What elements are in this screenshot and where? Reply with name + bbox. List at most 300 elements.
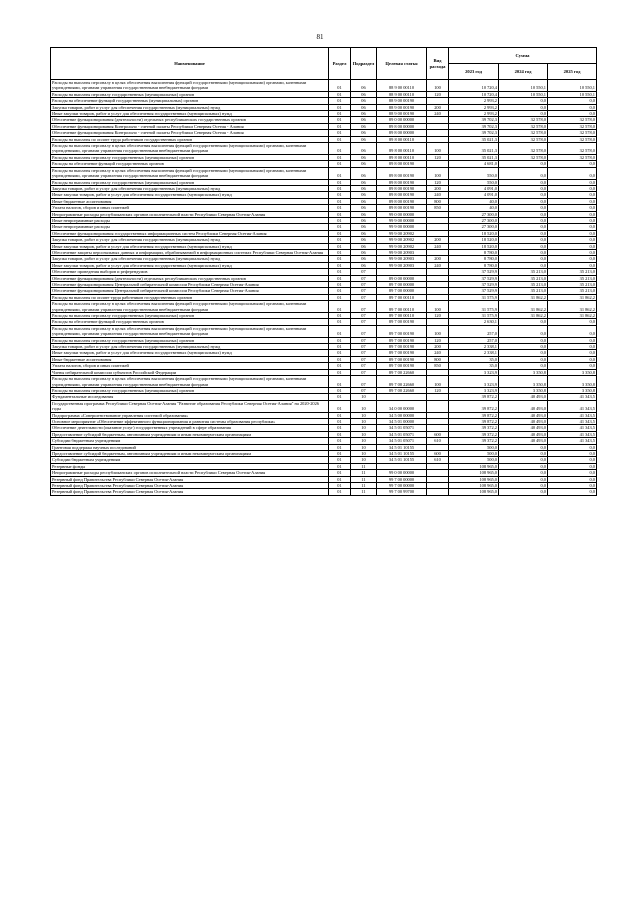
row-2024: 3 350,8 xyxy=(499,369,548,375)
row-target: 89 8 00 00190 xyxy=(377,185,427,191)
row-subsection: 06 xyxy=(351,167,377,179)
row-subsection: 06 xyxy=(351,205,377,211)
row-target: 89 8 00 00000 xyxy=(377,123,427,129)
row-section: 01 xyxy=(329,412,351,418)
row-section: 01 xyxy=(329,80,351,92)
row-2024: 0,0 xyxy=(499,111,548,117)
row-section: 01 xyxy=(329,337,351,343)
row-target: 89 7 00 00000 xyxy=(377,282,427,288)
row-name: Расходы на обеспечение функций государственных органов xyxy=(51,319,329,325)
row-name: Расходы на выплаты персоналу в целях обеспечения выполнения функций государственными (муниципальными) органами, казенными учреждениями, органами управления государственными внебюджетными фондами xyxy=(51,301,329,313)
row-section: 01 xyxy=(329,463,351,469)
row-section: 01 xyxy=(329,431,351,437)
row-name: Расходы на выплаты по оплате труда работников государственных органов xyxy=(51,136,329,142)
row-2024: 0,0 xyxy=(499,192,548,198)
row-2025: 10 550,1 xyxy=(548,80,597,92)
row-section: 01 xyxy=(329,161,351,167)
row-target: 99 9 00 20903 xyxy=(377,249,427,255)
row-expense-type: 120 xyxy=(427,179,449,185)
row-section: 01 xyxy=(329,211,351,217)
table-row xyxy=(51,80,597,92)
row-2025: 0,0 xyxy=(548,262,597,268)
page-number: 81 xyxy=(316,33,324,41)
row-2023: 108 965,0 xyxy=(449,483,499,489)
row-2025: 0,0 xyxy=(548,179,597,185)
row-2023: 500,0 xyxy=(449,444,499,450)
row-section: 01 xyxy=(329,111,351,117)
row-2024: 0,0 xyxy=(499,230,548,236)
row-2023: 40,0 xyxy=(449,198,499,204)
row-2024: 0,0 xyxy=(499,444,548,450)
row-2023: 10 720,4 xyxy=(449,80,499,92)
header-year-2025: 2025 год xyxy=(548,64,597,80)
row-2025: 0,0 xyxy=(548,205,597,211)
row-subsection: 06 xyxy=(351,230,377,236)
row-section: 01 xyxy=(329,130,351,136)
row-target: 89 7 00 00110 xyxy=(377,294,427,300)
row-2023: 27 300,0 xyxy=(449,224,499,230)
row-expense-type: 200 xyxy=(427,185,449,191)
row-target: 88 9 00 00110 xyxy=(377,91,427,97)
table-row xyxy=(51,400,597,412)
row-expense-type: 200 xyxy=(427,237,449,243)
row-2023: 8 780,0 xyxy=(449,249,499,255)
row-target: 88 9 00 00190 xyxy=(377,111,427,117)
row-section: 01 xyxy=(329,489,351,495)
row-section: 01 xyxy=(329,249,351,255)
row-section: 01 xyxy=(329,457,351,463)
row-target: 99 9 00 20902 xyxy=(377,237,427,243)
row-2025: 35 213,0 xyxy=(548,275,597,281)
row-2023: 108 965,0 xyxy=(449,476,499,482)
row-2023: 27 300,0 xyxy=(449,217,499,223)
row-name: Обеспечение функционирования Центральной избирательной комиссии Республики Северная Осетия-Алания xyxy=(51,288,329,294)
row-subsection: 06 xyxy=(351,91,377,97)
row-2023: 108 965,0 xyxy=(449,489,499,495)
row-2023: 40,0 xyxy=(449,205,499,211)
row-2024: 10 550,1 xyxy=(499,80,548,92)
row-2025: 0,0 xyxy=(548,444,597,450)
row-2025: 0,0 xyxy=(548,319,597,325)
row-subsection: 10 xyxy=(351,450,377,456)
row-2025: 0,0 xyxy=(548,185,597,191)
row-2023: 18 520,0 xyxy=(449,230,499,236)
row-2023: 35 021,3 xyxy=(449,143,499,155)
row-subsection: 11 xyxy=(351,489,377,495)
row-2025: 0,0 xyxy=(548,457,597,463)
row-target: 89 8 00 00000 xyxy=(377,130,427,136)
row-subsection: 11 xyxy=(351,470,377,476)
row-2024: 0,0 xyxy=(499,256,548,262)
row-name: Закупка товаров, работ и услуг для обеспечения государственных (муниципальных) нужд xyxy=(51,237,329,243)
row-name: Непрограммные расходы республиканских органов исполнительной власти Республики Северная Осетия-Алания xyxy=(51,211,329,217)
row-2024: 0,0 xyxy=(499,198,548,204)
row-2023: 257,0 xyxy=(449,337,499,343)
row-2025: 32 578,0 xyxy=(548,130,597,136)
budget-table xyxy=(50,47,597,496)
row-name: Расходы на выплаты персоналу в целях обеспечения выполнения функций государственными (муниципальными) органами, казенными учреждениями, органами управления государственными внебюджетными фондами xyxy=(51,325,329,337)
table-row xyxy=(51,489,597,495)
row-subsection: 07 xyxy=(351,275,377,281)
row-name: Расходы на выплаты по оплате труда работников государственных органов xyxy=(51,294,329,300)
row-2025: 0,0 xyxy=(548,325,597,337)
row-subsection: 07 xyxy=(351,313,377,319)
row-2025: 32 578,0 xyxy=(548,136,597,142)
row-2025: 0,0 xyxy=(548,237,597,243)
row-2023: 8 780,0 xyxy=(449,256,499,262)
row-2024: 40 493,0 xyxy=(499,400,548,412)
row-expense-type: 850 xyxy=(427,363,449,369)
row-2023: 39 372,2 xyxy=(449,431,499,437)
row-target: 89 8 00 00190 xyxy=(377,192,427,198)
row-2025: 0,0 xyxy=(548,363,597,369)
row-2025: 0,0 xyxy=(548,198,597,204)
row-subsection: 06 xyxy=(351,262,377,268)
row-name: Предоставление субсидий бюджетным, автономным учреждениям и иным некоммерческим организациям xyxy=(51,450,329,456)
row-subsection: 06 xyxy=(351,117,377,123)
row-name: Обеспечение функционирования (деятельности) отдельных республиканских государственных органов xyxy=(51,275,329,281)
row-name: Основное мероприятие «Обеспечение эффективного функционирования и развития системы образования республики» xyxy=(51,418,329,424)
row-2025: 0,0 xyxy=(548,489,597,495)
row-section: 01 xyxy=(329,438,351,444)
row-2025: 31 862,2 xyxy=(548,301,597,313)
row-name: Расходы на обеспечение функций государственных органов xyxy=(51,161,329,167)
row-2024: 0,0 xyxy=(499,161,548,167)
row-subsection: 06 xyxy=(351,154,377,160)
row-target: 89 8 00 00110 xyxy=(377,136,427,142)
header-sum: Сумма xyxy=(449,48,597,64)
row-section: 01 xyxy=(329,344,351,350)
row-name: Обеспечение функционирования Контрольно - счетной палаты Республики Северная Осетия - Алания xyxy=(51,130,329,136)
row-2023: 31 575,9 xyxy=(449,313,499,319)
header-year-2024: 2024 год xyxy=(499,64,548,80)
row-2023: 27 300,0 xyxy=(449,211,499,217)
row-2025: 0,0 xyxy=(548,350,597,356)
row-2025: 41 343,5 xyxy=(548,438,597,444)
row-subsection: 07 xyxy=(351,294,377,300)
row-2025: 32 578,0 xyxy=(548,117,597,123)
row-2023: 2 993,2 xyxy=(449,111,499,117)
row-name: Иные бюджетные ассигнования xyxy=(51,356,329,362)
row-expense-type: 120 xyxy=(427,313,449,319)
row-section: 01 xyxy=(329,269,351,275)
row-name: Иные непрограммные расходы xyxy=(51,217,329,223)
row-2025: 0,0 xyxy=(548,249,597,255)
row-name: Иные бюджетные ассигнования xyxy=(51,198,329,204)
row-2025: 32 578,0 xyxy=(548,143,597,155)
row-section: 01 xyxy=(329,262,351,268)
row-subsection: 10 xyxy=(351,418,377,424)
row-target: 89 7 00 22660 xyxy=(377,387,427,393)
row-expense-type xyxy=(427,400,449,412)
row-subsection: 06 xyxy=(351,161,377,167)
row-subsection: 06 xyxy=(351,136,377,142)
row-section: 01 xyxy=(329,282,351,288)
row-2024: 0,0 xyxy=(499,489,548,495)
table-row xyxy=(51,325,597,337)
row-2023: 500,0 xyxy=(449,450,499,456)
row-2024: 0,0 xyxy=(499,483,548,489)
row-2024: 0,0 xyxy=(499,217,548,223)
row-expense-type: 850 xyxy=(427,205,449,211)
row-2023: 500,0 xyxy=(449,457,499,463)
row-2025: 3 350,8 xyxy=(548,369,597,375)
row-2023: 3 323,9 xyxy=(449,369,499,375)
row-section: 01 xyxy=(329,450,351,456)
row-2025: 0,0 xyxy=(548,337,597,343)
row-target: 89 7 00 00190 xyxy=(377,325,427,337)
row-name: Иные закупки товаров, работ и услуг для обеспечения государственных (муниципальных) нужд xyxy=(51,111,329,117)
row-expense-type: 100 xyxy=(427,301,449,313)
row-section: 01 xyxy=(329,217,351,223)
row-section: 01 xyxy=(329,185,351,191)
row-target: 89 7 00 00190 xyxy=(377,350,427,356)
row-2025: 35 213,0 xyxy=(548,288,597,294)
row-subsection: 06 xyxy=(351,98,377,104)
row-expense-type: 100 xyxy=(427,376,449,388)
row-section: 01 xyxy=(329,356,351,362)
row-2023: 37 529,9 xyxy=(449,282,499,288)
row-2023: 39 872,2 xyxy=(449,418,499,424)
row-name: Закупка товаров, работ и услуг для обеспечения государственных (муниципальных) нужд xyxy=(51,104,329,110)
row-2024: 32 578,0 xyxy=(499,117,548,123)
row-target: 99 0 00 00000 xyxy=(377,470,427,476)
row-name: Обеспечение проведения выборов и референдумов xyxy=(51,269,329,275)
row-subsection: 10 xyxy=(351,444,377,450)
row-2024: 0,0 xyxy=(499,325,548,337)
row-subsection: 10 xyxy=(351,431,377,437)
row-name: Государственная программа Республики Северная Осетия-Алания "Развитие образования Республики Северная Осетия-Алания" на 2020-2026 годы xyxy=(51,400,329,412)
row-subsection: 07 xyxy=(351,282,377,288)
row-expense-type: 120 xyxy=(427,154,449,160)
row-subsection: 06 xyxy=(351,211,377,217)
row-2025: 41 343,5 xyxy=(548,431,597,437)
row-2025: 35 213,0 xyxy=(548,269,597,275)
row-name: Расходы на выплаты персоналу государственных (муниципальных) органов xyxy=(51,154,329,160)
row-section: 01 xyxy=(329,444,351,450)
row-target: 89 8 00 00190 xyxy=(377,167,427,179)
row-2024: 10 550,1 xyxy=(499,91,548,97)
row-subsection: 06 xyxy=(351,243,377,249)
row-2025: 41 343,5 xyxy=(548,412,597,418)
row-subsection: 10 xyxy=(351,412,377,418)
row-2024: 0,0 xyxy=(499,350,548,356)
row-target: 34 0 00 00000 xyxy=(377,400,427,412)
row-name: Резервный фонд Правительства Республики Северная Осетия-Алания xyxy=(51,483,329,489)
row-target: 89 7 00 22660 xyxy=(377,376,427,388)
header-target-article: Целевая статья xyxy=(377,48,427,80)
row-2023: 39 702,3 xyxy=(449,123,499,129)
row-name: Обеспечение защиты персональных данных и информации, обрабатываемой в информационных системах Республики Северная Осетия-Алания xyxy=(51,249,329,255)
row-subsection: 10 xyxy=(351,438,377,444)
row-expense-type: 200 xyxy=(427,344,449,350)
row-2023: 35,0 xyxy=(449,363,499,369)
row-2024: 0,0 xyxy=(499,185,548,191)
row-2025: 0,0 xyxy=(548,211,597,217)
row-subsection: 07 xyxy=(351,325,377,337)
row-subsection: 06 xyxy=(351,143,377,155)
row-2025: 35 213,0 xyxy=(548,282,597,288)
row-expense-type: 100 xyxy=(427,167,449,179)
row-target: 34 5 01 05071 xyxy=(377,425,427,431)
row-target: 99 0 00 00000 xyxy=(377,211,427,217)
row-expense-type xyxy=(427,489,449,495)
row-2024: 0,0 xyxy=(499,450,548,456)
row-target: 89 7 00 00110 xyxy=(377,301,427,313)
row-section: 01 xyxy=(329,363,351,369)
row-section: 01 xyxy=(329,387,351,393)
row-name: Расходы на выплаты персоналу в целях обеспечения выполнения функций государственными (муниципальными) органами, казенными учреждениями, органами управления государственными внебюджетными фондами xyxy=(51,167,329,179)
row-section: 01 xyxy=(329,205,351,211)
table-row xyxy=(51,376,597,388)
row-section: 01 xyxy=(329,136,351,142)
row-subsection: 07 xyxy=(351,363,377,369)
row-2024: 0,0 xyxy=(499,237,548,243)
row-2023: 108 965,0 xyxy=(449,470,499,476)
row-2024: 0,0 xyxy=(499,243,548,249)
row-2025: 0,0 xyxy=(548,256,597,262)
row-2023: 4 681,0 xyxy=(449,161,499,167)
row-2024: 3 350,8 xyxy=(499,387,548,393)
row-2024: 32 578,0 xyxy=(499,130,548,136)
row-2023: 39 872,2 xyxy=(449,394,499,400)
row-2023: 39 372,2 xyxy=(449,425,499,431)
row-section: 01 xyxy=(329,294,351,300)
row-target: 88 9 00 00110 xyxy=(377,80,427,92)
row-name: Иные закупки товаров, работ и услуг для обеспечения государственных (муниципальных) нужд xyxy=(51,350,329,356)
row-expense-type: 240 xyxy=(427,350,449,356)
row-section: 01 xyxy=(329,350,351,356)
row-2024: 32 578,0 xyxy=(499,123,548,129)
row-target: 89 7 00 00190 xyxy=(377,363,427,369)
row-name: Расходы на выплаты персоналу в целях обеспечения выполнения функций государственными (муниципальными) органами, казенными учреждениями, органами управления государственными внебюджетными фондами xyxy=(51,80,329,92)
row-2024: 3 350,8 xyxy=(499,376,548,388)
row-section: 01 xyxy=(329,179,351,185)
row-expense-type: 240 xyxy=(427,111,449,117)
row-2025: 41 343,5 xyxy=(548,394,597,400)
row-subsection: 06 xyxy=(351,217,377,223)
row-2024: 0,0 xyxy=(499,476,548,482)
row-name: Иные закупки товаров, работ и услуг для обеспечения государственных (муниципальных) нужд xyxy=(51,243,329,249)
row-2025: 41 343,5 xyxy=(548,400,597,412)
row-2025: 0,0 xyxy=(548,470,597,476)
row-2024: 35 213,0 xyxy=(499,275,548,281)
row-section: 01 xyxy=(329,275,351,281)
row-target: 34 5 00 00000 xyxy=(377,412,427,418)
row-section: 01 xyxy=(329,476,351,482)
row-section: 01 xyxy=(329,143,351,155)
row-2024: 35 213,0 xyxy=(499,288,548,294)
row-2025: 41 343,5 xyxy=(548,418,597,424)
row-expense-type: 100 xyxy=(427,143,449,155)
row-section: 01 xyxy=(329,400,351,412)
row-2024: 0,0 xyxy=(499,179,548,185)
row-section: 01 xyxy=(329,224,351,230)
row-subsection: 06 xyxy=(351,198,377,204)
row-expense-type: 240 xyxy=(427,262,449,268)
row-2023: 550,0 xyxy=(449,179,499,185)
row-name: Иные закупки товаров, работ и услуг для обеспечения государственных (муниципальных) нужд xyxy=(51,192,329,198)
row-2023: 35,0 xyxy=(449,356,499,362)
row-subsection: 11 xyxy=(351,483,377,489)
row-2024: 0,0 xyxy=(499,337,548,343)
row-subsection: 11 xyxy=(351,476,377,482)
row-expense-type: 100 xyxy=(427,325,449,337)
row-section: 01 xyxy=(329,192,351,198)
header-year-2023: 2023 год xyxy=(449,64,499,80)
row-2024: 0,0 xyxy=(499,457,548,463)
row-expense-type: 200 xyxy=(427,256,449,262)
row-2025: 0,0 xyxy=(548,217,597,223)
row-subsection: 06 xyxy=(351,185,377,191)
row-expense-type: 610 xyxy=(427,438,449,444)
row-2025: 41 343,5 xyxy=(548,425,597,431)
row-2025: 0,0 xyxy=(548,111,597,117)
row-2025: 0,0 xyxy=(548,463,597,469)
row-2023: 2 338,1 xyxy=(449,344,499,350)
row-2023: 18 520,0 xyxy=(449,237,499,243)
table-row xyxy=(51,301,597,313)
row-target: 99 9 00 00000 xyxy=(377,224,427,230)
row-2025: 0,0 xyxy=(548,476,597,482)
row-2023: 39 872,2 xyxy=(449,412,499,418)
row-2025: 0,0 xyxy=(548,230,597,236)
row-name: Обеспечение функционирования (деятельности) отдельных республиканских государственных органов xyxy=(51,117,329,123)
row-2025: 0,0 xyxy=(548,344,597,350)
row-section: 01 xyxy=(329,325,351,337)
row-2023: 39 702,3 xyxy=(449,130,499,136)
row-name: Фундаментальные исследования xyxy=(51,394,329,400)
row-name: Субсидии бюджетным учреждениям xyxy=(51,438,329,444)
row-target: 89 8 00 00190 xyxy=(377,205,427,211)
row-2024: 40 493,0 xyxy=(499,394,548,400)
row-expense-type: 610 xyxy=(427,457,449,463)
row-target: 99 9 00 20902 xyxy=(377,230,427,236)
row-section: 01 xyxy=(329,91,351,97)
row-subsection: 06 xyxy=(351,256,377,262)
row-2025: 0,0 xyxy=(548,161,597,167)
row-section: 01 xyxy=(329,237,351,243)
table-row xyxy=(51,143,597,155)
row-target: 34 5 01 10155 xyxy=(377,444,427,450)
row-subsection: 06 xyxy=(351,192,377,198)
row-2023: 2 993,2 xyxy=(449,104,499,110)
row-target: 89 0 00 00000 xyxy=(377,275,427,281)
row-target: 34 5 01 10155 xyxy=(377,457,427,463)
row-name: Субсидии бюджетным учреждениям xyxy=(51,457,329,463)
row-2023: 31 575,9 xyxy=(449,294,499,300)
row-2023: 3 323,9 xyxy=(449,376,499,388)
header-subsection: Подраздел xyxy=(351,48,377,80)
row-subsection: 07 xyxy=(351,301,377,313)
row-section: 01 xyxy=(329,394,351,400)
row-target: 89 8 00 00110 xyxy=(377,143,427,155)
row-2024: 35 213,0 xyxy=(499,269,548,275)
row-2024: 31 862,2 xyxy=(499,313,548,319)
row-target: 89 8 00 00190 xyxy=(377,179,427,185)
row-subsection: 07 xyxy=(351,350,377,356)
header-expense-type: Вид расхода xyxy=(427,48,449,80)
row-section: 01 xyxy=(329,123,351,129)
row-target: 99 7 00 99700 xyxy=(377,489,427,495)
row-2023: 39 702,3 xyxy=(449,117,499,123)
row-2024: 0,0 xyxy=(499,363,548,369)
row-name: Расходы на выплаты персоналу государственных (муниципальных) органов xyxy=(51,313,329,319)
row-2024: 0,0 xyxy=(499,470,548,476)
row-target: 89 7 00 00110 xyxy=(377,313,427,319)
row-2024: 31 862,2 xyxy=(499,294,548,300)
row-section: 01 xyxy=(329,470,351,476)
